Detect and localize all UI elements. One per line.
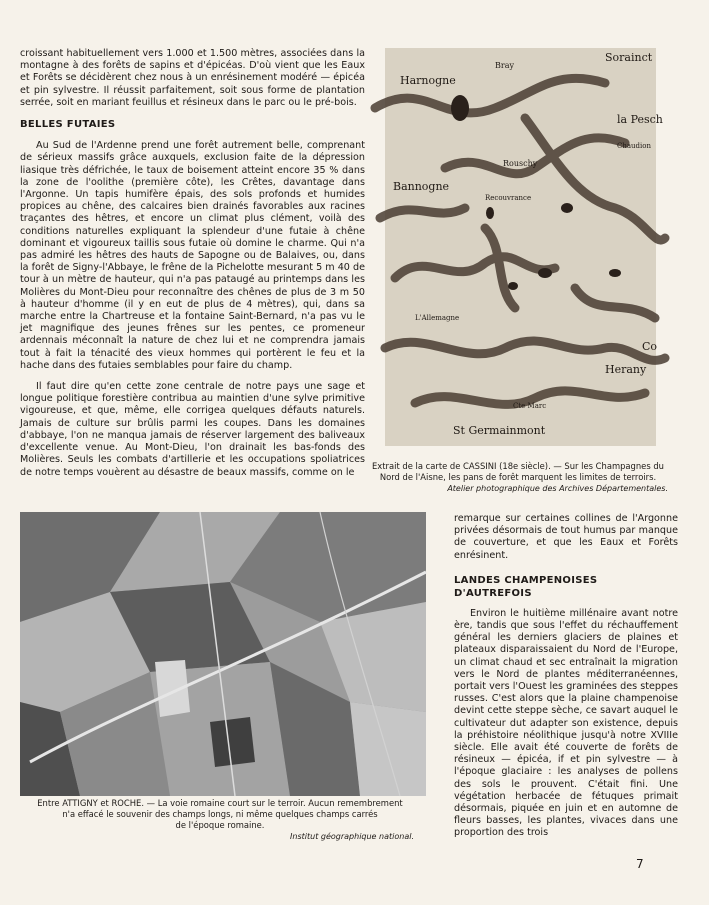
cassini-map-drawing bbox=[385, 48, 663, 446]
right-text-column bbox=[454, 513, 678, 849]
continuation-paragraph: remarque sur certaines collines de l'Argonne privées désormais de tout humus par manque de couverture, et que les Eaux et Forêts enrésinent. bbox=[454, 513, 678, 561]
map-label: Harnogne bbox=[400, 74, 456, 87]
map-label: Recouvrance bbox=[485, 194, 532, 202]
body-paragraph: Au Sud de l'Ardenne prend une forêt autrement belle, comprenant de sérieux massifs grâce auxquels, exclusion faite de la dépression liasique très défrichée, le taux de boisement atteint encore 35 % dans la zone de l'oolithe (première côte), les Crêtes, davantage dans l'Argonne. Un tapis humifère épais, des sols profonds et humides propices au chêne, des calcaires bien drainés favorables aux racines traçantes des hêtres, et encore un climat plus clément, voilà des conditions naturelles expliquant la splendeur d'une futaie à chêne dominant et vigoureux taillis sous futaie où domine le charme. Qui n'a pas admiré les hêtres des hauts de Sapogne ou de Balaives, ou, dans la forêt de Signy-l'Abbaye, le frêne de la Pichelotte mesurant 5 m 40 de tour à un mètre de hauteur, qui n'a pas pataugé au printemps dans les Molières du Mont-Dieu pour reconnaître des chênes de plus de 3 m 50 à hauteur d'homme (il y en eut de plus de 4 mètres), qui, dans sa marche entre la Chartreuse et la fontaine Saint-Bernard, n'a pas vu le jet magnifique des jeunes frênes sur les pentes, ce promeneur ardennais méconnaît la nature de chez lui et ne comprendra jamais tout à fait la ténacité des vieux hommes qui portèrent le feu et la hache dans des futaies semblables pour faire du champ. bbox=[20, 140, 365, 371]
aerial-caption-line: de l'époque romaine. bbox=[175, 820, 265, 830]
map-label: Sorainct bbox=[605, 51, 653, 64]
map-caption-block bbox=[368, 461, 668, 494]
map-label: Chaudion bbox=[617, 142, 651, 150]
map-label: Bray bbox=[495, 61, 514, 70]
section-heading-landes-champenoises bbox=[454, 574, 678, 600]
body-paragraph: Il faut dire qu'en cette zone centrale de notre pays une sage et longue politique forestière contribua au maintien d'une sylve primitive vigoureuse, et que, même, elle corrigea quelques défauts naturels. Jamais de culture sur brûlis parmi les coupes. Dans les domaines d'abbaye, l'on ne manqua jamais de réserver largement des baliveaux d'excellente venue. Au Mont-Dieu, l'on drainait les bas-fonds des Molières. Seuls les combats d'artillerie et les occupations spoliatrices de notre temps vouèrent au désastre de beaux massifs, comme on le bbox=[20, 381, 365, 478]
section-heading-belles-futaies: BELLES FUTAIES bbox=[20, 119, 116, 131]
intro-paragraph: croissant habituellement vers 1.000 et 1.500 mètres, associées dans la montagne à des forêts de sapins et d'épicéas. D'où vient que les Eaux et Forêts se décidèrent chez nous à un enrésinement modéré — épicéa et pin sylvestre. Il réussit parfaitement, soit sous forme de plantation serrée, soit en mariant feuillus et résineux dans le parc ou le pré-bois. bbox=[20, 48, 365, 108]
map-caption: Extrait de la carte de CASSINI (18e siècle). — Sur les Champagnes du Nord de l'Aisne, les pans de forêt marquent les limites de terroirs. bbox=[372, 461, 664, 482]
aerial-caption-line: n'a effacé le souvenir des champs longs, ni même quelques champs carrés bbox=[62, 809, 378, 819]
map-label: la Pesch bbox=[617, 113, 663, 126]
aerial-credit: Institut géographique national. bbox=[290, 832, 414, 841]
map-label: St Germainmont bbox=[453, 424, 546, 437]
map-label: Rouschy bbox=[503, 159, 538, 168]
map-label: Herany bbox=[605, 363, 647, 376]
left-text-column bbox=[20, 48, 365, 488]
aerial-photo-drawing bbox=[20, 512, 426, 796]
heading-line: LANDES CHAMPENOISES bbox=[454, 574, 598, 586]
aerial-caption-block bbox=[20, 798, 420, 842]
map-label: L'Allemagne bbox=[415, 314, 460, 322]
body-paragraph: Environ le huitième millénaire avant notre ère, tandis que sous l'effet du réchauffement général les derniers glaciers de plaines et plateaux disparaissaient du Nord de l'Europe, un climat chaud et sec entraînait la migration vers le Nord de plantes méditerranéennes, portait vers l'Ouest les graminées des steppes russes. C'est alors que la plaine champenoise devint cette steppe sèche, ce savart auquel le cultivateur dut adapter son existence, depuis la préhistoire néolithique jusqu'à notre XVIIIe siècle. Elle avait été couverte de forêts de résineux — épicéa, if et pin sylvestre — à l'époque glaciaire : les analyses de pollens des sols le prouvent. C'était fini. Une végétation herbacée de fétuques primait désormais, piquée en juin et en automne de fleurs basses, les plantes, vivaces dans une proportion des trois bbox=[454, 607, 678, 839]
map-label: Cte Marc bbox=[513, 402, 547, 410]
map-label: Co bbox=[642, 340, 658, 353]
map-credit: Atelier photographique des Archives Départementales. bbox=[447, 484, 668, 493]
map-label: Bannogne bbox=[393, 180, 450, 193]
page-number: 7 bbox=[636, 857, 644, 871]
aerial-photo bbox=[20, 512, 426, 796]
heading-line: D'AUTREFOIS bbox=[454, 587, 532, 599]
aerial-caption-line: Entre ATTIGNY et ROCHE. — La voie romaine court sur le terroir. Aucun remembrement bbox=[37, 798, 403, 808]
cassini-map-image bbox=[385, 48, 663, 446]
